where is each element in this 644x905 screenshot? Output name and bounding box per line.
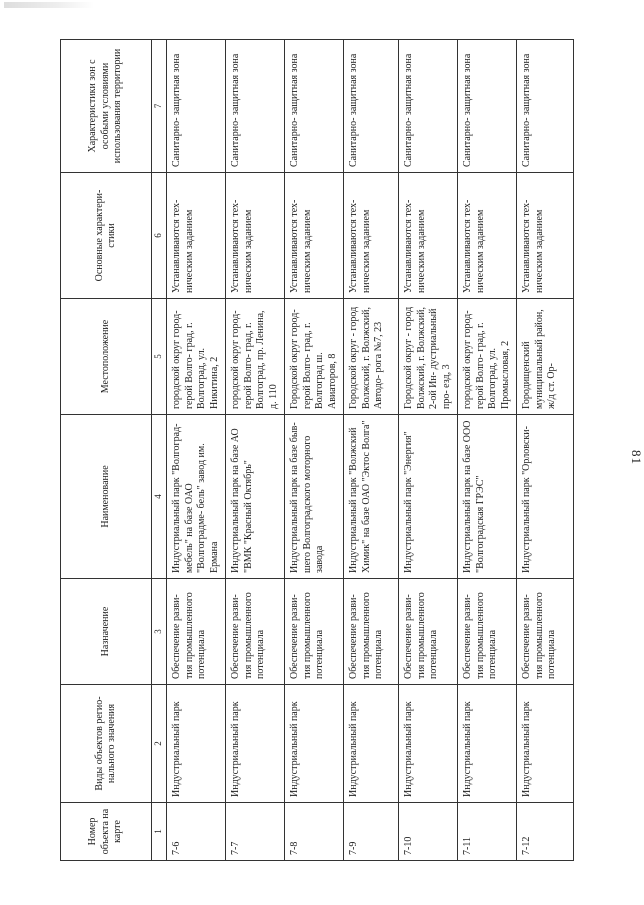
object-characteristics: Устанавливаются тех- ническим заданием	[399, 173, 458, 299]
column-number: 6	[152, 173, 167, 299]
page-number-text: 81	[629, 450, 644, 465]
table-row	[167, 40, 226, 861]
object-location: Городской округ - город Волжский, г. Волжский, 2-ой Ин- дустриальный про- езд, 3	[399, 299, 458, 415]
scan-smudge	[4, 2, 94, 8]
object-number: 7-11	[458, 803, 517, 861]
table-header-row	[61, 40, 152, 861]
object-type: Индустриальный парк	[167, 685, 226, 803]
object-type: Индустриальный парк	[226, 685, 285, 803]
object-location: Городской округ город-герой Волго- град, г. Волгоград ш. Авиаторов, 8	[285, 299, 344, 415]
table-row	[226, 40, 285, 861]
header-cell: Местоположение	[61, 299, 152, 415]
object-number: 7-6	[167, 803, 226, 861]
object-characteristics: Устанавливаются тех- ническим заданием	[517, 173, 574, 299]
page-number	[622, 0, 644, 905]
header-cell: Наименование	[61, 415, 152, 579]
object-name: Индустриальный парк на базе ООО "Волгоградская ГРЭС"	[458, 415, 517, 579]
rotated-table-container	[60, 40, 557, 861]
header-cell: Характеристики зон с особыми условиями использования территории	[61, 40, 152, 173]
object-type: Индустриальный парк	[517, 685, 574, 803]
object-zone: Санитарно- защитная зона	[517, 40, 574, 173]
table-row	[399, 40, 458, 861]
object-purpose: Обеспечение разви- тия промышленного потенциала	[167, 579, 226, 685]
header-cell: Номер объекта на карте	[61, 803, 152, 861]
object-zone: Санитарно- защитная зона	[285, 40, 344, 173]
column-number: 4	[152, 415, 167, 579]
column-number: 7	[152, 40, 167, 173]
object-location: городской округ город-герой Волго- град, г. Волгоград, ул. Никитина, 2	[167, 299, 226, 415]
column-number-row	[152, 40, 167, 861]
column-number: 3	[152, 579, 167, 685]
object-purpose: Обеспечение разви- тия промышленного потенциала	[399, 579, 458, 685]
object-purpose: Обеспечение разви- тия промышленного потенциала	[344, 579, 399, 685]
object-number: 7-7	[226, 803, 285, 861]
object-zone: Санитарно- защитная зона	[399, 40, 458, 173]
object-number: 7-9	[344, 803, 399, 861]
object-type: Индустриальный парк	[344, 685, 399, 803]
object-characteristics: Устанавливаются тех- ническим заданием	[458, 173, 517, 299]
object-name: Индустриальный парк "Энергия"	[399, 415, 458, 579]
object-zone: Санитарно- защитная зона	[344, 40, 399, 173]
object-number: 7-12	[517, 803, 574, 861]
object-number: 7-10	[399, 803, 458, 861]
column-number: 1	[152, 803, 167, 861]
object-name: Индустриальный парк "Волгоград- мебель" на базе ОАО "Волгоградме- бель" завод им. Ермана	[167, 415, 226, 579]
object-location: Городищенский муниципальный район, ж/д ст. Ор-	[517, 299, 574, 415]
table-row	[458, 40, 517, 861]
column-number: 5	[152, 299, 167, 415]
column-number: 2	[152, 685, 167, 803]
object-zone: Санитарно- защитная зона	[167, 40, 226, 173]
object-purpose: Обеспечение разви- тия промышленного потенциала	[517, 579, 574, 685]
table-row	[517, 40, 574, 861]
object-name: Индустриальный парк "Орловски-	[517, 415, 574, 579]
header-cell: Назначение	[61, 579, 152, 685]
object-type: Индустриальный парк	[458, 685, 517, 803]
table-row	[344, 40, 399, 861]
object-zone: Санитарно- защитная зона	[226, 40, 285, 173]
object-characteristics: Устанавливаются тех- ническим заданием	[344, 173, 399, 299]
object-type: Индустриальный парк	[285, 685, 344, 803]
header-cell: Виды объектов регио- нального значения	[61, 685, 152, 803]
object-characteristics: Устанавливаются тех- ническим заданием	[226, 173, 285, 299]
object-purpose: Обеспечение разви- тия промышленного потенциала	[285, 579, 344, 685]
object-characteristics: Устанавливаются тех- ническим заданием	[167, 173, 226, 299]
objects-table	[60, 39, 574, 861]
object-type: Индустриальный парк	[399, 685, 458, 803]
object-purpose: Обеспечение разви- тия промышленного потенциала	[226, 579, 285, 685]
object-name: Индустриальный парк на базе быв- шего Волгоградского моторного завода	[285, 415, 344, 579]
object-location: городской округ город-герой Волго- град, г. Волгоград, ул. Промысловая, 2	[458, 299, 517, 415]
object-location: городской округ город-герой Волго- град, г. Волгоград, пр. Ленина, д. 110	[226, 299, 285, 415]
object-characteristics: Устанавливаются тех- ническим заданием	[285, 173, 344, 299]
table-row	[285, 40, 344, 861]
object-purpose: Обеспечение разви- тия промышленного потенциала	[458, 579, 517, 685]
header-cell: Основные характери- стики	[61, 173, 152, 299]
object-zone: Санитарно- защитная зона	[458, 40, 517, 173]
object-location: Городской округ - город Волжский, г. Волжский, Автодо- рога №7, 23	[344, 299, 399, 415]
object-name: Индустриальный парк на базе АО "ВМК "Красный Октябрь"	[226, 415, 285, 579]
object-number: 7-8	[285, 803, 344, 861]
object-name: Индустриальный парк "Волжский Химик" на базе ОАО "Эктос Волга"	[344, 415, 399, 579]
